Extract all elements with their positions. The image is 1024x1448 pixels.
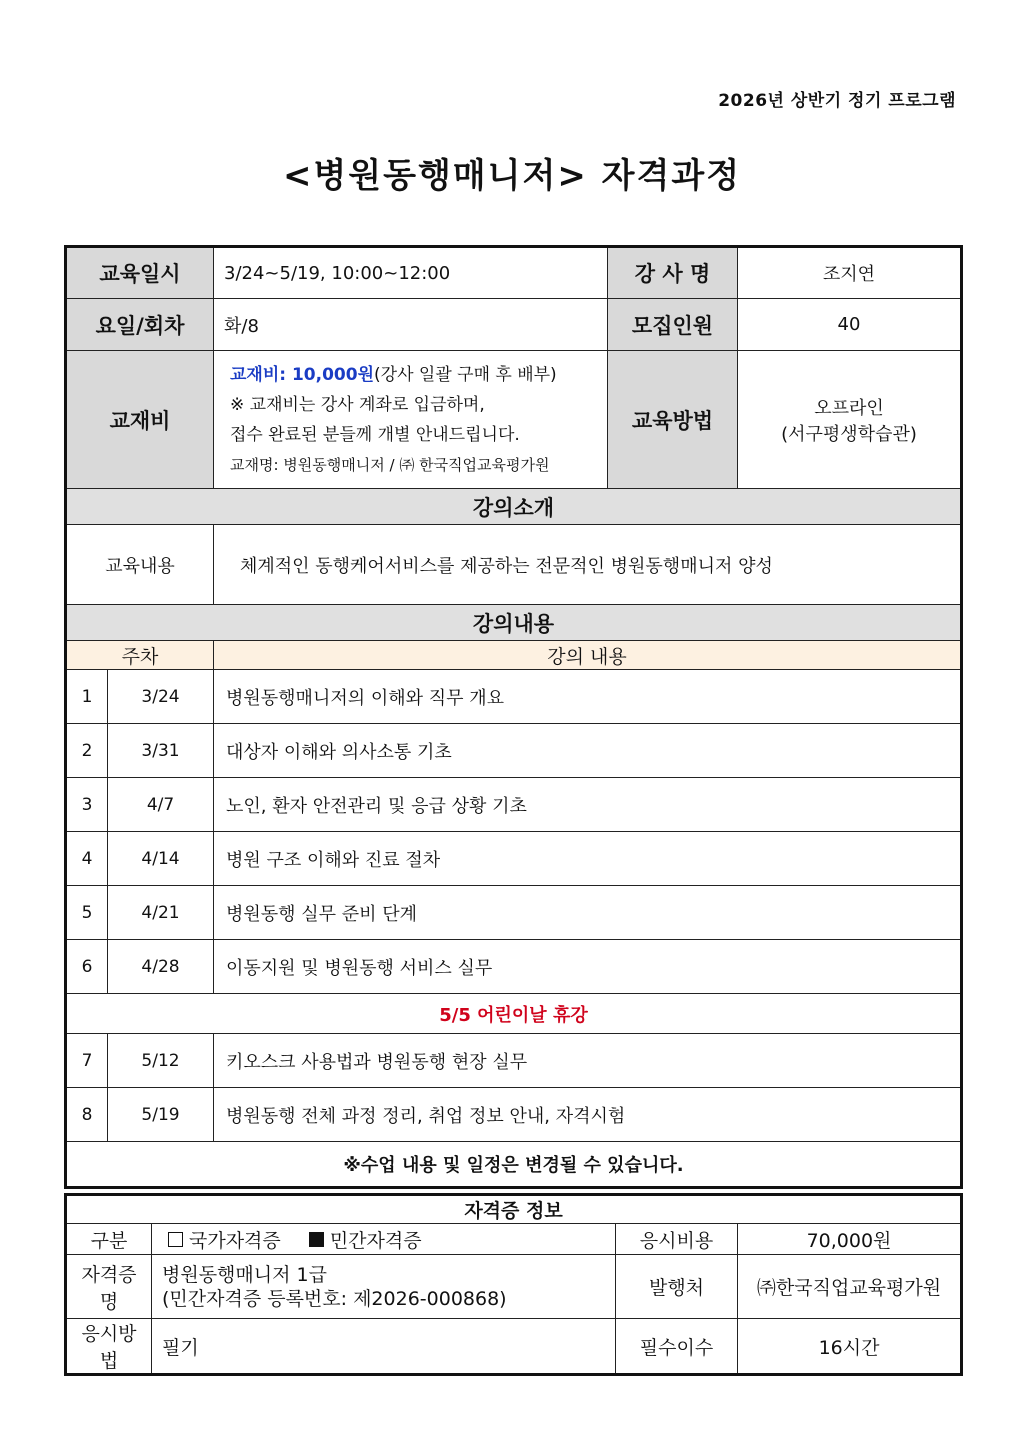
material-payment-note: ※ 교재비는 강사 계좌로 입금하며, xyxy=(230,394,485,415)
intro-section-title: 강의소개 xyxy=(66,489,962,525)
course-info-table xyxy=(64,245,963,1189)
row-cert-section xyxy=(66,1195,962,1224)
day-label: 요일/회차 xyxy=(66,299,214,351)
table-row xyxy=(66,886,962,940)
issuer-value: ㈜한국직업교육평가원 xyxy=(738,1255,962,1319)
week-date: 3/24 xyxy=(108,670,214,724)
week-number: 1 xyxy=(66,670,108,724)
row-curriculum-section xyxy=(66,605,962,641)
cert-type-options xyxy=(152,1224,616,1255)
week-date: 4/14 xyxy=(108,832,214,886)
unchecked-checkbox-icon xyxy=(168,1232,183,1247)
week-topic: 이동지원 및 병원동행 서비스 실무 xyxy=(214,940,962,994)
week-topic: 병원 구조 이해와 진료 절차 xyxy=(214,832,962,886)
table-row xyxy=(66,778,962,832)
week-number: 3 xyxy=(66,778,108,832)
week-topic: 병원동행 실무 준비 단계 xyxy=(214,886,962,940)
week-topic: 노인, 환자 안전관리 및 응급 상황 기초 xyxy=(214,778,962,832)
week-date: 5/19 xyxy=(108,1088,214,1142)
intro-content-value: 체계적인 동행케어서비스를 제공하는 전문적인 병원동행매니저 양성 xyxy=(214,525,962,605)
material-fee-note: (강사 일괄 구매 후 배부) xyxy=(374,364,557,385)
table-row xyxy=(66,724,962,778)
week-date: 5/12 xyxy=(108,1034,214,1088)
row-curriculum-header xyxy=(66,641,962,670)
page-title: <병원동행매니저> 자격과정 xyxy=(282,156,742,196)
material-details xyxy=(214,351,608,489)
week-topic: 병원동행 전체 과정 정리, 취업 정보 안내, 자격시험 xyxy=(214,1088,962,1142)
program-period-note: 2026년 상반기 정기 프로그램 xyxy=(718,91,956,111)
cert-name-label: 자격증명 xyxy=(66,1255,152,1319)
checked-checkbox-icon xyxy=(309,1232,324,1247)
week-number: 6 xyxy=(66,940,108,994)
exam-fee-label: 응시비용 xyxy=(616,1224,738,1255)
row-date xyxy=(66,247,962,299)
row-intro-section xyxy=(66,489,962,525)
cert-type-national: 국가자격증 xyxy=(189,1229,281,1252)
schedule-change-notice: ※수업 내용 및 일정은 변경될 수 있습니다. xyxy=(66,1142,962,1188)
cert-type-label: 구분 xyxy=(66,1224,152,1255)
date-label: 교육일시 xyxy=(66,247,214,299)
certificate-info-table xyxy=(64,1193,963,1376)
table-row xyxy=(66,832,962,886)
method-label: 교육방법 xyxy=(608,351,738,489)
week-number: 7 xyxy=(66,1034,108,1088)
method-value xyxy=(738,351,962,489)
cert-type-private: 민간자격증 xyxy=(329,1229,422,1252)
table-row xyxy=(66,670,962,724)
required-hours-label: 필수이수 xyxy=(616,1319,738,1375)
week-date: 4/7 xyxy=(108,778,214,832)
week-date: 4/21 xyxy=(108,886,214,940)
week-topic: 병원동행매니저의 이해와 직무 개요 xyxy=(214,670,962,724)
week-date: 3/31 xyxy=(108,724,214,778)
row-holiday xyxy=(66,994,962,1034)
week-number: 2 xyxy=(66,724,108,778)
row-schedule-notice xyxy=(66,1142,962,1188)
table-row xyxy=(66,940,962,994)
material-label: 교재비 xyxy=(66,351,214,489)
week-number: 4 xyxy=(66,832,108,886)
capacity-label: 모집인원 xyxy=(608,299,738,351)
date-value: 3/24~5/19, 10:00~12:00 xyxy=(214,247,608,299)
exam-method-value: 필기 xyxy=(152,1319,616,1375)
material-guide-note: 접수 완료된 분들께 개별 안내드립니다. xyxy=(230,424,520,445)
row-cert-exam xyxy=(66,1319,962,1375)
row-day xyxy=(66,299,962,351)
cert-name-line2: (민간자격증 등록번호: 제2026-000868) xyxy=(162,1287,507,1310)
material-book-name: 교재명: 병원동행매니저 / ㈜ 한국직업교육평가원 xyxy=(230,455,550,474)
week-date: 4/28 xyxy=(108,940,214,994)
holiday-notice: 5/5 어린이날 휴강 xyxy=(66,994,962,1034)
capacity-value: 40 xyxy=(738,299,962,351)
row-intro-content xyxy=(66,525,962,605)
instructor-label: 강 사 명 xyxy=(608,247,738,299)
row-cert-name xyxy=(66,1255,962,1319)
row-material xyxy=(66,351,962,489)
day-value: 화/8 xyxy=(214,299,608,351)
table-row xyxy=(66,1034,962,1088)
week-topic: 키오스크 사용법과 병원동행 현장 실무 xyxy=(214,1034,962,1088)
content-column-header: 강의 내용 xyxy=(214,641,962,670)
exam-fee-value: 70,000원 xyxy=(738,1224,962,1255)
material-fee: 교재비: 10,000원 xyxy=(230,364,375,385)
week-number: 5 xyxy=(66,886,108,940)
week-column-header: 주차 xyxy=(66,641,214,670)
method-value-line1: 오프라인 xyxy=(814,397,884,419)
method-value-line2: (서구평생학습관) xyxy=(781,423,917,445)
week-number: 8 xyxy=(66,1088,108,1142)
curriculum-section-title: 강의내용 xyxy=(66,605,962,641)
row-cert-type xyxy=(66,1224,962,1255)
instructor-value: 조지연 xyxy=(738,247,962,299)
week-topic: 대상자 이해와 의사소통 기초 xyxy=(214,724,962,778)
cert-name-line1: 병원동행매니저 1급 xyxy=(162,1263,327,1286)
intro-content-label: 교육내용 xyxy=(66,525,214,605)
cert-name-value xyxy=(152,1255,616,1319)
table-row xyxy=(66,1088,962,1142)
required-hours-value: 16시간 xyxy=(738,1319,962,1375)
exam-method-label: 응시방법 xyxy=(66,1319,152,1375)
certificate-section-title: 자격증 정보 xyxy=(66,1195,962,1224)
issuer-label: 발행처 xyxy=(616,1255,738,1319)
